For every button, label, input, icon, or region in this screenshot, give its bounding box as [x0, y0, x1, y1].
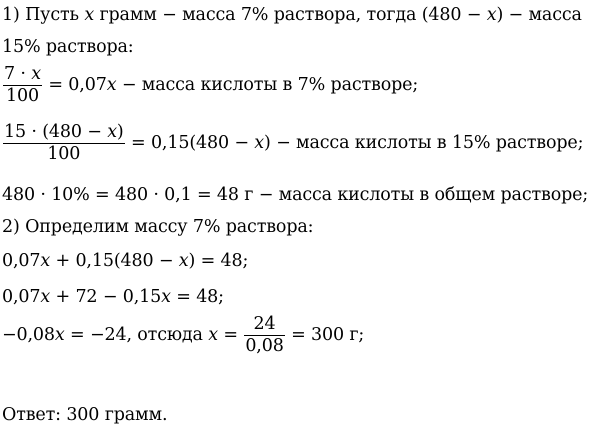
acid-total-line: 480 · 10% = 480 · 0,1 = 48 г − масса кислоты в общем растворе;	[2, 185, 589, 205]
fraction	[3, 122, 125, 165]
variable-x: x	[84, 5, 95, 25]
equation-line: 0,07x + 0,15(480 − x) = 48;	[2, 251, 249, 271]
denominator: 100	[6, 86, 39, 106]
step2-line: 2) Определим массу 7% раствора:	[2, 217, 314, 237]
text: ) − масса	[496, 5, 582, 25]
numerator: 15 · (480 − x)	[4, 122, 124, 142]
answer-line: Ответ: 300 грамм.	[2, 405, 168, 425]
numerator: 24	[253, 314, 276, 334]
text: = 0,07	[42, 75, 107, 95]
step1-line-cont: 15% раствора:	[2, 37, 134, 57]
step1-line	[2, 4, 582, 26]
text: − масса кислоты в 7% растворе;	[116, 75, 419, 95]
numerator: 7 · x	[4, 64, 41, 84]
formula-15-percent	[2, 122, 583, 165]
text: ) − масса кислоты в 15% растворе;	[264, 133, 584, 153]
variable-x: x	[486, 5, 497, 25]
variable-x: x	[254, 133, 265, 153]
text: грамм − масса 7% раствора, тогда (480 −	[94, 5, 487, 25]
result-line: −0,08x = −24, отсюда x = $\frac{24}{0,08}$ = 300 г;	[2, 314, 365, 356]
text: = 0,15(480 −	[125, 133, 255, 153]
fraction	[244, 314, 284, 357]
formula-7-percent	[2, 64, 418, 107]
fraction	[3, 64, 42, 107]
denominator: 100	[47, 144, 81, 164]
variable-x: x	[106, 75, 117, 95]
equation-line: 0,07x + 72 − 0,15x = 48;	[2, 287, 224, 307]
denominator: 0,08	[245, 336, 284, 356]
text: 1) Пусть	[2, 5, 85, 25]
